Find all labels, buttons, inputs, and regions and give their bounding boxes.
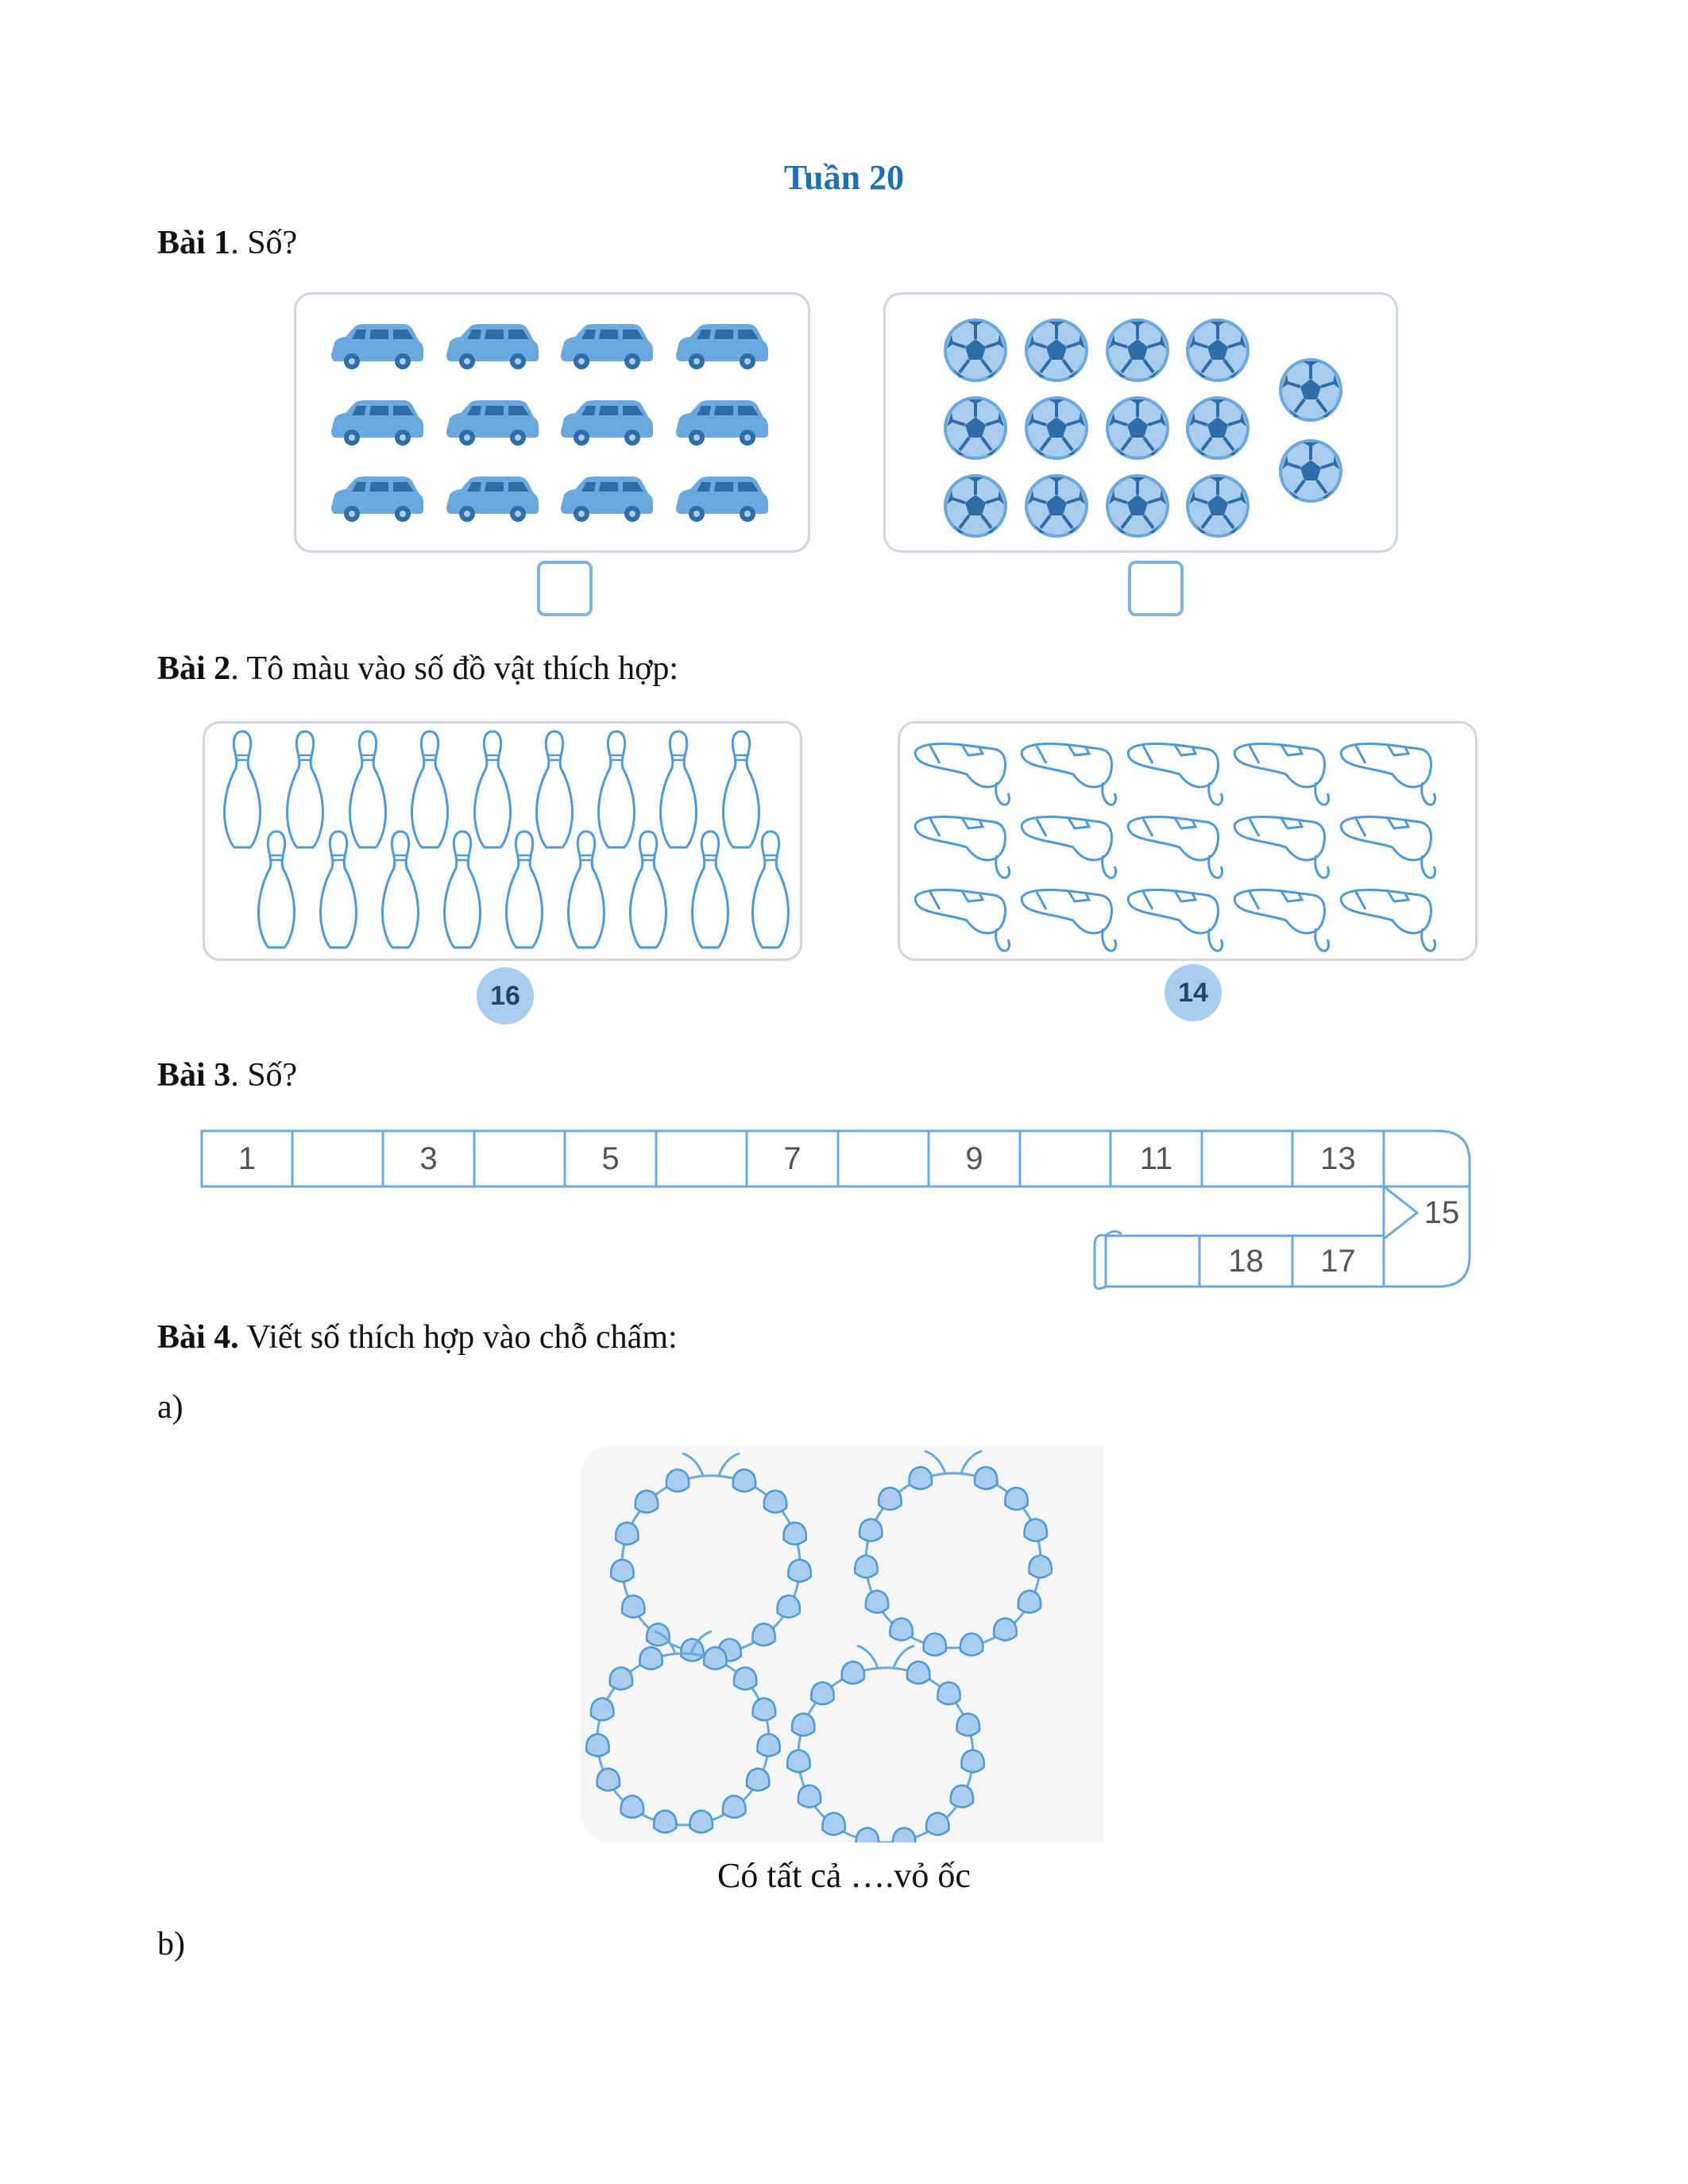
whistle-icon xyxy=(1341,817,1435,878)
soccer-ball-icon xyxy=(1186,474,1250,538)
track-cell-blank[interactable] xyxy=(1202,1131,1292,1187)
whistle-icon xyxy=(1128,817,1222,878)
car-icon xyxy=(561,324,653,369)
shell-icon xyxy=(960,1634,983,1656)
exercise-3-label: Bài 3 xyxy=(157,1057,231,1094)
bowling-pin-icon xyxy=(383,832,419,947)
whistle-icon xyxy=(1341,890,1435,951)
shell-necklace xyxy=(855,1451,1052,1656)
shell-count-caption: Có tất cả ….vỏ ốc xyxy=(717,1856,971,1895)
whistle-icon xyxy=(1341,744,1435,805)
bowling-pins-panel xyxy=(203,721,802,961)
shell-icon xyxy=(622,1596,644,1618)
soccer-ball-icon xyxy=(1186,396,1250,460)
shell-icon xyxy=(597,1769,620,1791)
track-cell: 17 xyxy=(1320,1243,1356,1279)
balls-panel xyxy=(883,292,1398,553)
shell-icon xyxy=(822,1812,844,1835)
shell-icon xyxy=(855,1555,877,1577)
shell-icon xyxy=(924,1634,946,1656)
whistle-icon xyxy=(1234,744,1328,805)
shell-icon xyxy=(723,1796,745,1818)
whistle-icon xyxy=(1022,817,1115,878)
shell-icon xyxy=(764,1491,786,1513)
shell-icon xyxy=(788,1560,810,1582)
shell-icon xyxy=(842,1661,864,1684)
shell-icon xyxy=(666,1469,689,1491)
track-cell: 18 xyxy=(1228,1243,1264,1279)
soccer-ball-icon xyxy=(1106,474,1169,538)
cars-answer-box[interactable] xyxy=(537,561,593,616)
whistles-count-badge[interactable]: 14 xyxy=(1165,964,1222,1021)
shell-icon xyxy=(647,1623,669,1646)
shell-icon xyxy=(783,1522,805,1545)
shell-icon xyxy=(734,1667,756,1689)
bowling-pin-icon xyxy=(445,832,481,947)
shell-icon xyxy=(910,1467,932,1489)
shell-icon xyxy=(752,1623,774,1646)
track-cell-blank[interactable] xyxy=(838,1131,929,1187)
cars-group xyxy=(296,295,813,555)
bowling-pin-icon xyxy=(693,832,728,947)
exercise-1-text: . Số? xyxy=(230,225,298,261)
shell-icon xyxy=(866,1591,888,1613)
car-icon xyxy=(446,324,539,369)
exercise-2-label: Bài 2 xyxy=(157,650,231,687)
shell-icon xyxy=(811,1682,833,1704)
shell-icon xyxy=(704,1647,726,1669)
bowling-pin-icon xyxy=(569,832,605,947)
soccer-ball-icon xyxy=(1025,474,1088,538)
exercise-3-text: . Số? xyxy=(230,1057,298,1094)
shell-icon xyxy=(610,1667,632,1689)
exercise-3-heading xyxy=(157,1056,297,1094)
shell-icon xyxy=(1005,1488,1027,1510)
car-icon xyxy=(331,400,423,446)
exercise-1-label: Bài 1 xyxy=(157,225,231,261)
track-cell-blank[interactable] xyxy=(656,1131,747,1187)
shell-necklaces-group xyxy=(580,1445,1104,1843)
page-title: Tuần 20 xyxy=(783,158,905,197)
bowling-pin-icon xyxy=(537,731,573,847)
shell-icon xyxy=(1029,1555,1051,1577)
part-b-label: b) xyxy=(157,1926,185,1962)
shell-icon xyxy=(961,1750,983,1772)
shell-icon xyxy=(1018,1591,1041,1613)
shell-icon xyxy=(1025,1518,1047,1541)
shell-necklaces-image xyxy=(580,1445,1104,1843)
bowling-pin-icon xyxy=(507,832,543,947)
shell-icon xyxy=(879,1488,901,1510)
shell-icon xyxy=(975,1467,997,1489)
car-icon xyxy=(446,477,539,522)
shell-necklace xyxy=(787,1646,984,1843)
shell-necklace xyxy=(586,1631,780,1833)
whistle-icon xyxy=(1022,890,1115,951)
bowling-pin-icon xyxy=(661,731,697,847)
shell-icon xyxy=(616,1522,638,1545)
track-cell-blank[interactable] xyxy=(474,1131,565,1187)
whistles-panel xyxy=(898,721,1477,961)
whistles-group xyxy=(900,723,1480,963)
track-cell-blank[interactable] xyxy=(1106,1236,1199,1287)
shell-icon xyxy=(635,1491,658,1513)
whistle-icon xyxy=(1022,744,1115,805)
soccer-ball-icon xyxy=(1186,318,1250,382)
shell-icon xyxy=(591,1698,613,1720)
whistle-icon xyxy=(1234,890,1328,951)
shell-icon xyxy=(639,1647,662,1669)
bowling-pin-icon xyxy=(259,832,295,947)
shell-icon xyxy=(859,1518,882,1541)
track-cell: 5 xyxy=(601,1140,620,1176)
track-cell: 1 xyxy=(238,1140,257,1176)
shell-icon xyxy=(747,1769,769,1791)
shell-icon xyxy=(690,1811,713,1833)
soccer-ball-icon xyxy=(944,318,1007,382)
shell-icon xyxy=(937,1682,960,1704)
exercise-2-heading xyxy=(157,650,678,688)
shell-icon xyxy=(957,1713,979,1735)
whistle-icon xyxy=(1128,890,1222,951)
bowling-pin-icon xyxy=(225,731,261,847)
shell-icon xyxy=(893,1828,915,1843)
car-icon xyxy=(676,477,768,522)
shell-icon xyxy=(890,1618,912,1640)
soccer-ball-icon xyxy=(944,474,1007,538)
shell-icon xyxy=(621,1796,643,1818)
shell-icon xyxy=(611,1560,633,1582)
car-icon xyxy=(331,477,423,522)
shell-icon xyxy=(951,1785,973,1808)
bowling-pins-group xyxy=(205,723,805,963)
car-icon xyxy=(446,400,539,446)
soccer-ball-icon xyxy=(1106,318,1169,382)
track-cell-turn: 15 xyxy=(1423,1194,1460,1230)
track-cell-blank[interactable] xyxy=(1020,1131,1111,1187)
balls-answer-box[interactable] xyxy=(1128,561,1184,616)
track-cell: 9 xyxy=(965,1140,983,1176)
shell-icon xyxy=(733,1469,755,1491)
shell-icon xyxy=(907,1661,929,1684)
pins-count-badge[interactable]: 16 xyxy=(477,967,534,1024)
whistle-icon xyxy=(1234,817,1328,878)
shell-icon xyxy=(856,1828,879,1843)
track-cell: 3 xyxy=(419,1140,438,1176)
shell-icon xyxy=(753,1698,775,1720)
shell-necklace xyxy=(611,1453,811,1661)
whistle-icon xyxy=(915,890,1009,951)
part-a-label: a) xyxy=(157,1389,183,1426)
whistle-icon xyxy=(1128,744,1222,805)
shell-icon xyxy=(757,1734,779,1756)
car-icon xyxy=(331,324,423,369)
track-cell-blank[interactable] xyxy=(292,1131,383,1187)
soccer-ball-icon xyxy=(1025,396,1088,460)
shell-icon xyxy=(787,1750,809,1772)
soccer-ball-icon xyxy=(1279,439,1342,503)
shell-icon xyxy=(792,1713,814,1735)
shell-icon xyxy=(798,1785,821,1808)
bowling-pin-icon xyxy=(412,731,448,847)
whistle-icon xyxy=(915,744,1009,805)
cars-panel xyxy=(294,292,810,553)
shell-icon xyxy=(926,1812,948,1835)
track-cell: 11 xyxy=(1139,1140,1173,1176)
bowling-pin-icon xyxy=(599,731,635,847)
shell-icon xyxy=(994,1618,1016,1640)
bowling-pin-icon xyxy=(288,731,323,847)
car-icon xyxy=(561,400,653,446)
shell-icon xyxy=(654,1811,676,1833)
car-icon xyxy=(561,477,653,522)
shell-icon xyxy=(586,1734,608,1756)
balls-group xyxy=(886,295,1400,555)
exercise-4-heading xyxy=(157,1318,678,1356)
soccer-ball-icon xyxy=(1025,318,1088,382)
bowling-pin-icon xyxy=(631,832,666,947)
exercise-1-heading xyxy=(157,224,297,262)
soccer-ball-icon xyxy=(944,396,1007,460)
track-cell: 7 xyxy=(783,1140,802,1176)
whistle-icon xyxy=(915,817,1009,878)
car-icon xyxy=(676,324,768,369)
bowling-pin-icon xyxy=(350,731,386,847)
car-icon xyxy=(676,400,768,446)
bowling-pin-icon xyxy=(321,832,357,947)
shell-icon xyxy=(778,1596,800,1618)
bowling-pin-icon xyxy=(753,832,789,947)
exercise-4-text: Viết số thích hợp vào chỗ chấm: xyxy=(238,1319,678,1356)
exercise-2-text: . Tô màu vào số đồ vật thích hợp: xyxy=(230,650,679,687)
track-cell: 13 xyxy=(1320,1140,1356,1176)
number-track xyxy=(200,1129,1481,1296)
soccer-ball-icon xyxy=(1279,358,1342,422)
bowling-pin-icon xyxy=(475,731,511,847)
soccer-ball-icon xyxy=(1106,396,1169,460)
exercise-4-label: Bài 4. xyxy=(157,1319,239,1356)
bowling-pin-icon xyxy=(724,731,759,847)
